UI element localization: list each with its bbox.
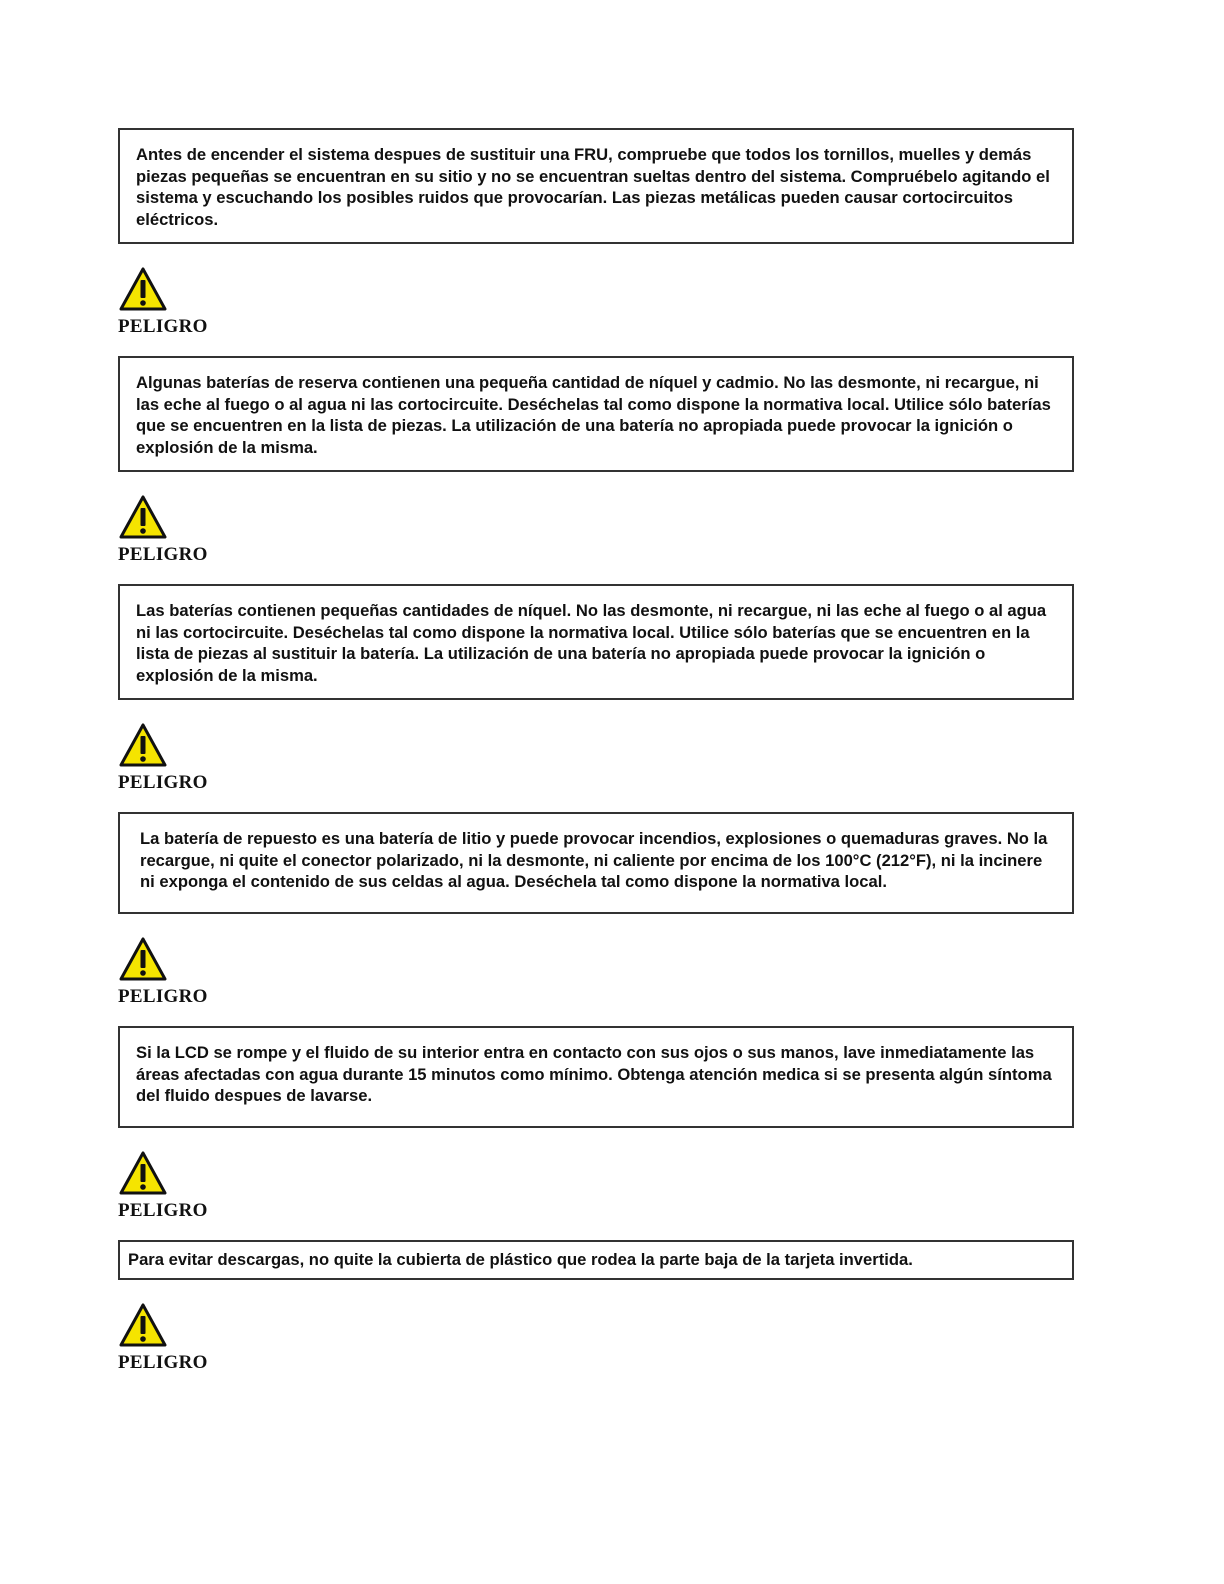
warning-triangle-icon xyxy=(118,722,168,768)
danger-label: PELIGRO xyxy=(118,316,208,337)
danger-label: PELIGRO xyxy=(118,1352,208,1373)
notice-box: Las baterías contienen pequeñas cantidades de níquel. No las desmonte, ni recargue, ni las eche al fuego o al agua ni las cortocircuite. Deséchelas tal como dispone la normativa local. Utilice sólo baterías que se encuentren en la lista de piezas al sustituir la batería. La utilización de una batería no apropiada puede provocar la ignición o explosión de la misma. xyxy=(118,584,1074,700)
safety-notices-page xyxy=(118,128,1074,1392)
danger-heading xyxy=(118,1302,1074,1374)
danger-heading xyxy=(118,1150,1074,1222)
warning-triangle-icon xyxy=(118,936,168,982)
danger-label: PELIGRO xyxy=(118,986,208,1007)
danger-label: PELIGRO xyxy=(118,772,208,793)
notice-box: La batería de repuesto es una batería de litio y puede provocar incendios, explosiones o quemaduras graves. No la recargue, ni quite el conector polarizado, ni la desmonte, ni caliente por encima de los 100°C (212°F), ni la incinere ni exponga el contenido de sus celdas al agua. Deséchela tal como dispone la normativa local. xyxy=(118,812,1074,914)
warning-triangle-icon xyxy=(118,1302,168,1348)
warning-triangle-icon xyxy=(118,494,168,540)
danger-heading xyxy=(118,722,1074,794)
notice-box: Para evitar descargas, no quite la cubierta de plástico que rodea la parte baja de la tarjeta invertida. xyxy=(118,1240,1074,1280)
danger-heading xyxy=(118,936,1074,1008)
notice-box: Antes de encender el sistema despues de sustituir una FRU, compruebe que todos los tornillos, muelles y demás piezas pequeñas se encuentran en su sitio y no se encuentran sueltas dentro del sistema. Compruébelo agitando el sistema y escuchando los posibles ruidos que provocarían. Las piezas metálicas pueden causar cortocircuitos eléctricos. xyxy=(118,128,1074,244)
danger-label: PELIGRO xyxy=(118,1200,208,1221)
warning-triangle-icon xyxy=(118,266,168,312)
danger-label: PELIGRO xyxy=(118,544,208,565)
danger-heading xyxy=(118,494,1074,566)
danger-heading xyxy=(118,266,1074,338)
warning-triangle-icon xyxy=(118,1150,168,1196)
notice-box: Si la LCD se rompe y el fluido de su interior entra en contacto con sus ojos o sus manos, lave inmediatamente las áreas afectadas con agua durante 15 minutos como mínimo. Obtenga atención medica si se presenta algún síntoma del fluido despues de lavarse. xyxy=(118,1026,1074,1128)
notice-box: Algunas baterías de reserva contienen una pequeña cantidad de níquel y cadmio. No las desmonte, ni recargue, ni las eche al fuego o al agua ni las cortocircuite. Deséchelas tal como dispone la normativa local. Utilice sólo baterías que se encuentren en la lista de piezas. La utilización de una batería no apropiada puede provocar la ignición o explosión de la misma. xyxy=(118,356,1074,472)
